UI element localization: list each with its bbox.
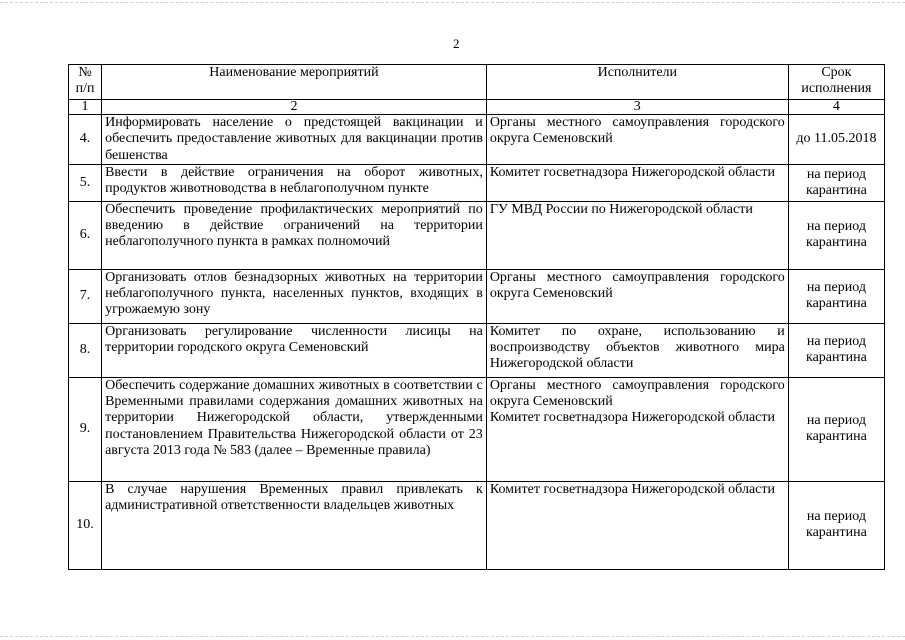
header-num <box>69 65 102 100</box>
deadline: на период карантина <box>788 269 884 323</box>
column-index: 3 <box>486 100 788 115</box>
deadline: на период карантина <box>788 323 884 377</box>
executor-line: Органы местного самоуправления городского округа Семеновский <box>489 377 785 410</box>
header-term-line1: Срок <box>821 65 852 80</box>
table-row <box>69 323 885 377</box>
header-term <box>788 65 884 100</box>
executor <box>486 377 788 481</box>
row-number: 9. <box>69 377 102 481</box>
table-header-row <box>69 65 885 100</box>
row-number: 7. <box>69 269 102 323</box>
scan-edge-top <box>0 2 905 4</box>
table-row <box>69 269 885 323</box>
table-row <box>69 201 885 269</box>
column-index: 4 <box>788 100 884 115</box>
executor: ГУ МВД России по Нижегородской области <box>486 201 788 269</box>
column-index-row <box>69 100 885 115</box>
table-row <box>69 377 885 481</box>
table-row <box>69 481 885 569</box>
scan-edge-bottom <box>0 636 905 638</box>
measure-name: Информировать население о предстоящей вакцинации и обеспечить предоставление животных для вакцинации против бешенства <box>102 115 487 165</box>
header-term-line2: исполнения <box>801 81 872 97</box>
measure-name: В случае нарушения Временных правил привлекать к административной ответственности владельцев животных <box>102 481 487 569</box>
executor: Комитет госветнадзора Нижегородской области <box>486 164 788 201</box>
header-exec: Исполнители <box>486 65 788 100</box>
column-index: 1 <box>69 100 102 115</box>
deadline: на период карантина <box>788 377 884 481</box>
deadline: на период карантина <box>788 201 884 269</box>
header-num-line2: п/п <box>75 81 95 97</box>
measures-table <box>68 64 885 570</box>
measure-name: Обеспечить проведение профилактических мероприятий по введению в действие ограничений на территории неблагополучного пункта в рамках полномочий <box>102 201 487 269</box>
table-row <box>69 164 885 201</box>
executor: Комитет госветнадзора Нижегородской области <box>486 481 788 569</box>
row-number: 5. <box>69 164 102 201</box>
measure-name: Организовать регулирование численности лисицы на территории городского округа Семеновский <box>102 323 487 377</box>
measure-name: Обеспечить содержание домашних животных в соответствии с Временными правилами содержания домашних животных на территории Нижегородской области, утвержденными постановлением Правительства Нижегородской области от 23 августа 2013 года № 583 (далее – Временные правила) <box>102 377 487 481</box>
row-number: 8. <box>69 323 102 377</box>
deadline: на период карантина <box>788 164 884 201</box>
deadline: на период карантина <box>788 481 884 569</box>
page-number: 2 <box>453 36 460 51</box>
executor-line: Комитет госветнадзора Нижегородской области <box>489 410 775 426</box>
table-row <box>69 115 885 165</box>
executor: Органы местного самоуправления городского округа Семеновский <box>486 269 788 323</box>
measure-name: Организовать отлов безнадзорных животных на территории неблагополучного пункта, населенных пунктов, входящих в угрожаемую зону <box>102 269 487 323</box>
row-number: 4. <box>69 115 102 165</box>
measure-name: Ввести в действие ограничения на оборот животных, продуктов животноводства в неблагополучном пункте <box>102 164 487 201</box>
header-name: Наименование мероприятий <box>102 65 487 100</box>
column-index: 2 <box>102 100 487 115</box>
executor: Органы местного самоуправления городского округа Семеновский <box>486 115 788 165</box>
header-num-line1: № <box>78 65 92 80</box>
row-number: 10. <box>69 481 102 569</box>
row-number: 6. <box>69 201 102 269</box>
deadline: до 11.05.2018 <box>788 115 884 165</box>
executor: Комитет по охране, использованию и воспроизводству объектов животного мира Нижегородской области <box>486 323 788 377</box>
